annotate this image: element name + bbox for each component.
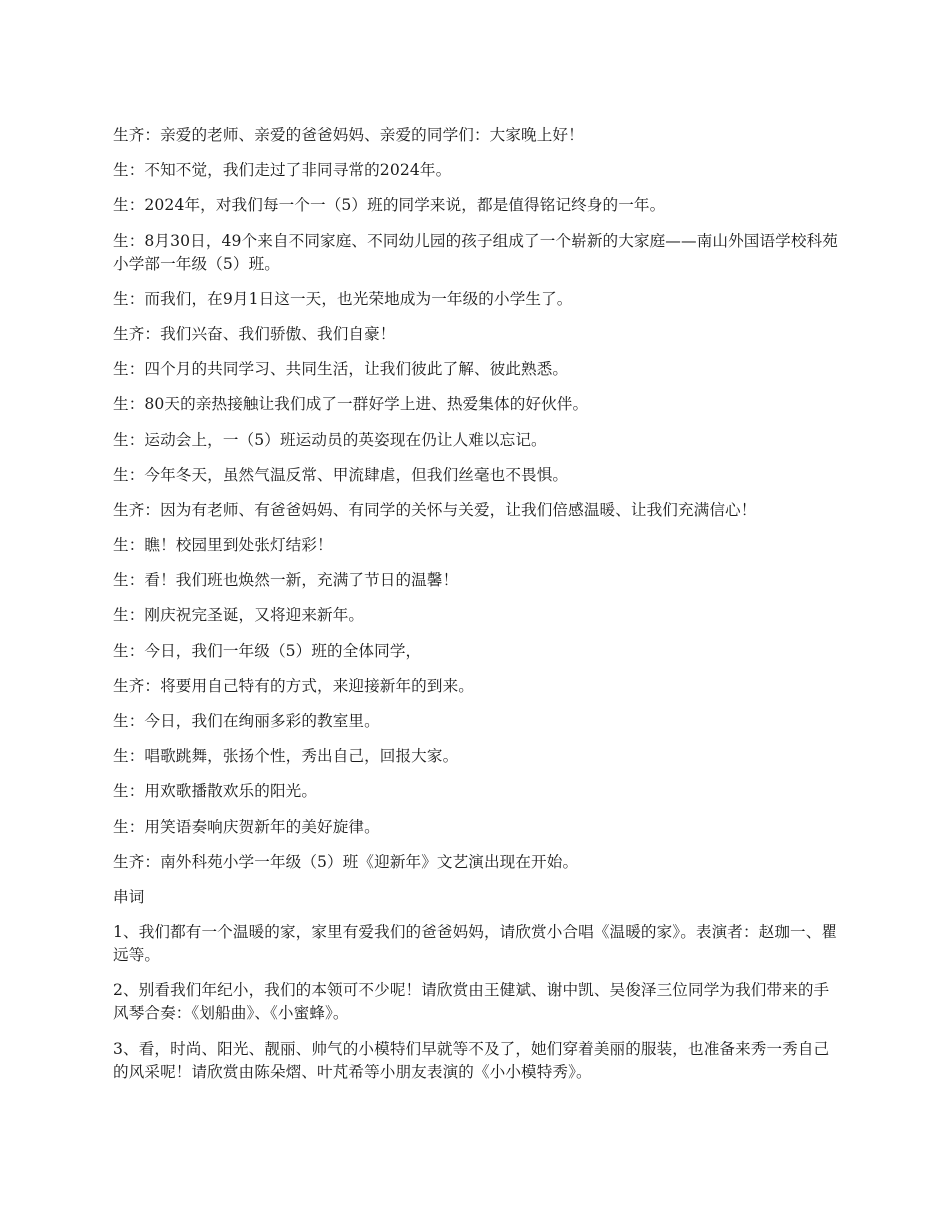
paragraph: 生：而我们，在9月1日这一天，也光荣地成为一年级的小学生了。 <box>113 289 573 308</box>
paragraph: 生：80天的亲热接触让我们成了一群好学上进、热爱集体的好伙伴。 <box>113 395 589 414</box>
paragraph: 生齐：将要用自己特有的方式，来迎接新年的到来。 <box>113 676 474 695</box>
paragraph: 3、看，时尚、阳光、靓丽、帅气的小模特们早就等不及了，她们穿着美丽的服装，也准备来秀一秀自己的风采呢！请欣赏由陈朵熠、叶芃希等小朋友表演的《小小模特秀》。 <box>113 1039 830 1081</box>
paragraph: 2、别看我们年纪小，我们的本领可不少呢！请欣赏由王健斌、谢中凯、吴俊泽三位同学为我们带来的手风琴合奏：《划船曲》、《小蜜蜂》。 <box>113 981 830 1023</box>
paragraph: 生齐：我们兴奋、我们骄傲、我们自豪！ <box>113 324 396 343</box>
section-heading: 串词 <box>113 887 145 906</box>
paragraph: 生：今日，我们一年级（5）班的全体同学， <box>113 641 422 660</box>
paragraph: 生齐：亲爱的老师、亲爱的爸爸妈妈、亲爱的同学们：大家晚上好！ <box>113 126 584 144</box>
paragraph: 生：8月30日，49个来自不同家庭、不同幼儿园的孩子组成了一个崭新的大家庭——南山外国语学校科苑小学部一年级（5）班。 <box>113 231 838 273</box>
document-page <box>113 124 839 1096</box>
paragraph: 生：今日，我们在绚丽多彩的教室里。 <box>113 712 380 730</box>
paragraph: 生：看！我们班也焕然一新，充满了节日的温馨！ <box>113 571 459 590</box>
paragraph: 生：瞧！校园里到处张灯结彩！ <box>113 536 333 555</box>
paragraph: 生齐：因为有老师、有爸爸妈妈、有同学的关怀与关爱，让我们倍感温暖、让我们充满信心！ <box>113 500 757 519</box>
paragraph: 生：2024年，对我们每一个一（5）班的同学来说，都是值得铭记终身的一年。 <box>113 196 666 215</box>
paragraph: 生：四个月的共同学习、共同生活，让我们彼此了解、彼此熟悉。 <box>113 360 569 379</box>
paragraph: 生齐：南外科苑小学一年级（5）班《迎新年》文艺演出现在开始。 <box>113 852 579 871</box>
paragraph: 生：今年冬天，虽然气温反常、甲流肆虐，但我们丝毫也不畏惧。 <box>113 465 569 484</box>
paragraph: 生：刚庆祝完圣诞，又将迎来新年。 <box>113 606 365 625</box>
paragraph: 生：不知不觉，我们走过了非同寻常的2024年。 <box>113 161 452 180</box>
paragraph: 生：用欢歌播散欢乐的阳光。 <box>113 782 318 801</box>
paragraph: 1、我们都有一个温暖的家，家里有爱我们的爸爸妈妈，请欣赏小合唱《温暖的家》。表演者：赵珈一、瞿远等。 <box>113 923 838 965</box>
paragraph: 生：运动会上，一（5）班运动员的英姿现在仍让人难以忘记。 <box>113 430 547 449</box>
paragraph: 生：用笑语奏响庆贺新年的美好旋律。 <box>113 817 380 836</box>
paragraph: 生：唱歌跳舞，张扬个性，秀出自己，回报大家。 <box>113 747 459 766</box>
